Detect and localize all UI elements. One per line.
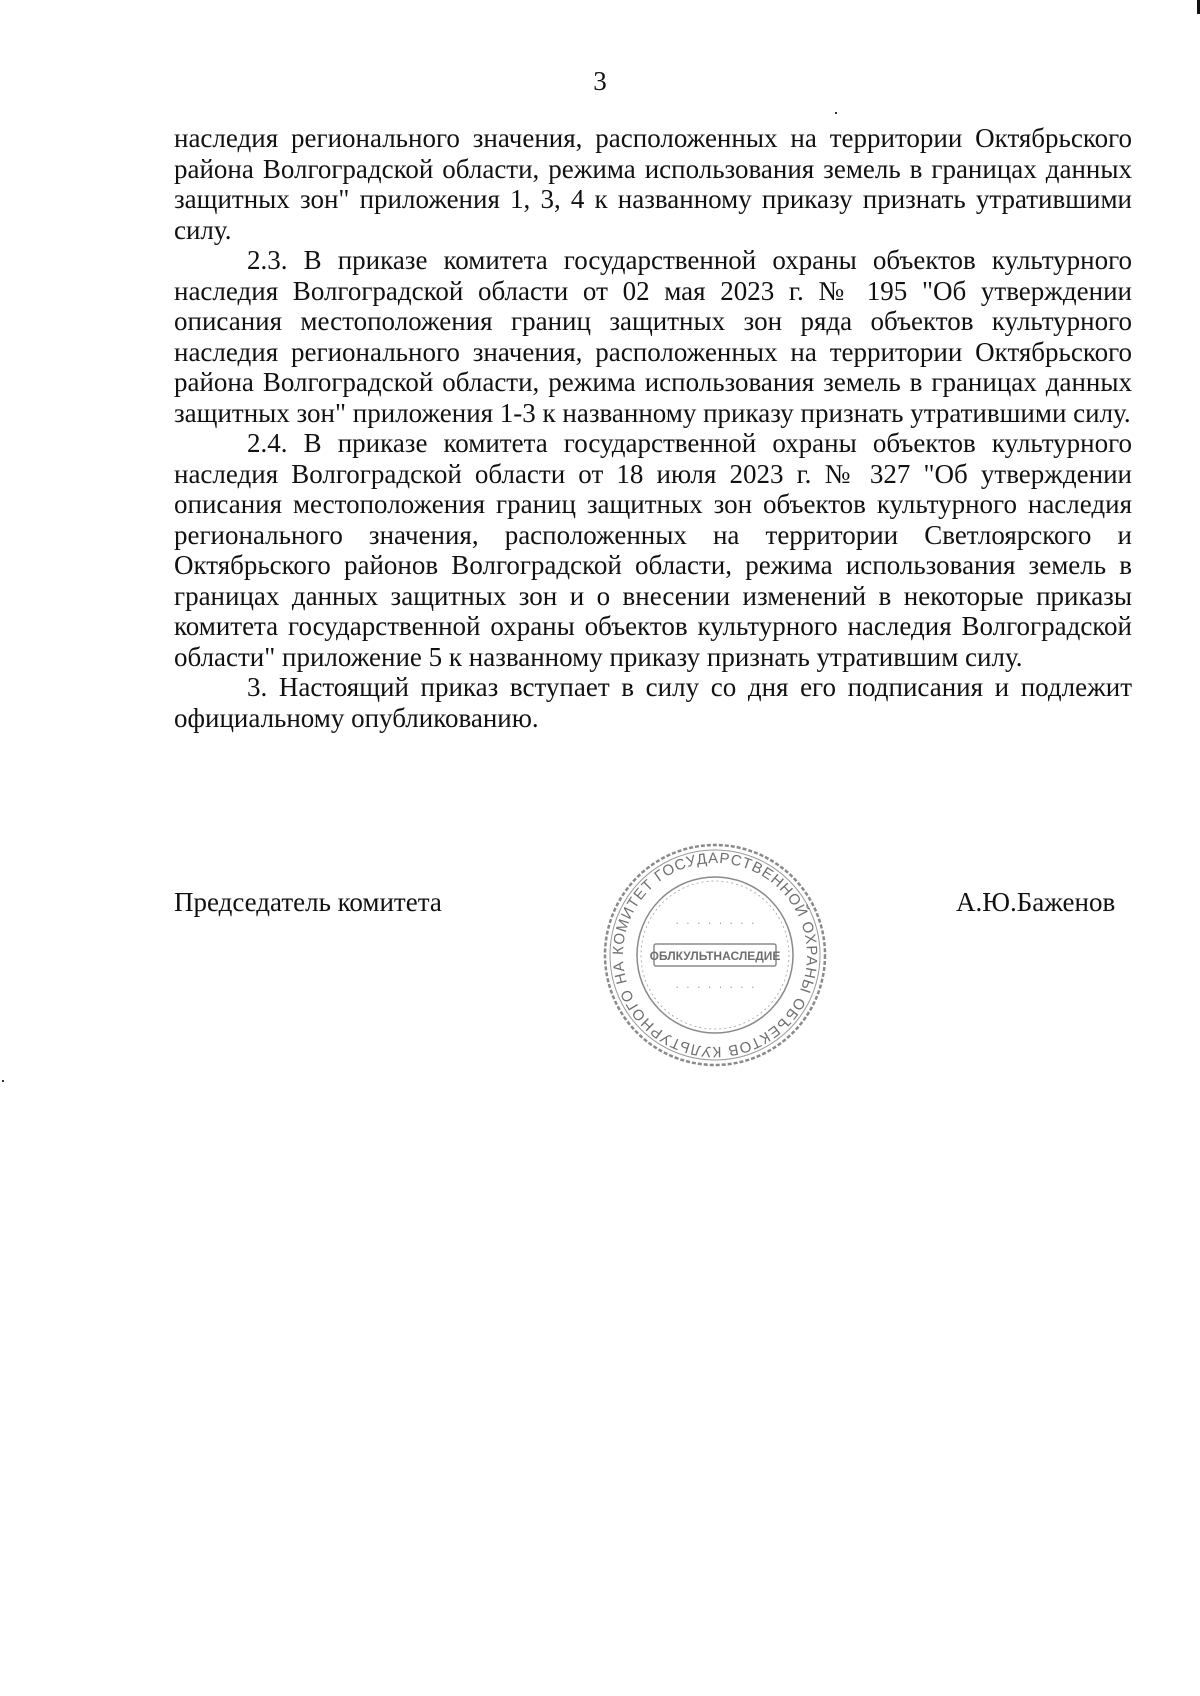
official-seal xyxy=(602,842,828,1068)
paragraph-2-3: 2.3. В приказе комитета государственной охраны объектов культурного наследия Волгоградской области от 02 мая 2023 г. № 195 "Об утверждении описания местоположения границ защитных зон ряда объектов культурного наследия регионального значения, расположенных на территории Октябрьского района Волгоградской области, режима использования земель в границах данных защитных зон" приложения 1-3 к названному приказу признать утратившими силу. xyxy=(174,245,1132,428)
seal-ornament: · · · · · · · · xyxy=(674,983,756,993)
seal-outer-text: КОМИТЕТ ГОСУДАРСТВЕННОЙ ОХРАНЫ ОБЪЕКТОВ КУЛЬТУРНОГО НА xyxy=(609,849,821,1061)
scan-speck xyxy=(2,1080,4,1082)
document-body xyxy=(174,123,1132,733)
paragraph-2-4: 2.4. В приказе комитета государственной охраны объектов культурного наследия Волгоградской области от 18 июля 2023 г. № 327 "Об утверждении описания местоположения границ защитных зон объектов культурного наследия регионального значения, расположенных на территории Светлоярского и Октябрьского районов Волгоградской области, режима использования земель в границах данных защитных зон и о внесении изменений в некоторые приказы комитета государственной охраны объектов культурного наследия Волгоградской области" приложение 5 к названному приказу признать утратившим силу. xyxy=(174,428,1132,672)
paragraph-continuation: наследия регионального значения, расположенных на территории Октябрьского района Волгоградской области, режима использования земель в границах данных защитных зон" приложения 1, 3, 4 к названному приказу признать утратившими силу. xyxy=(174,123,1132,245)
official-seal-graphic xyxy=(602,842,828,1068)
signatory-position: Председатель комитета xyxy=(174,887,442,917)
scan-speck xyxy=(835,112,837,114)
signatory-name: А.Ю.Баженов xyxy=(956,887,1116,917)
seal-inner-text: ОБЛКУЛЬТНАСЛЕДИЕ xyxy=(649,949,781,963)
page-number: 3 xyxy=(593,66,607,96)
paragraph-3: 3. Настоящий приказ вступает в силу со дня его подписания и подлежит официальному опубликованию. xyxy=(174,672,1132,733)
seal-ornament: · · · · · · · · xyxy=(674,919,756,929)
